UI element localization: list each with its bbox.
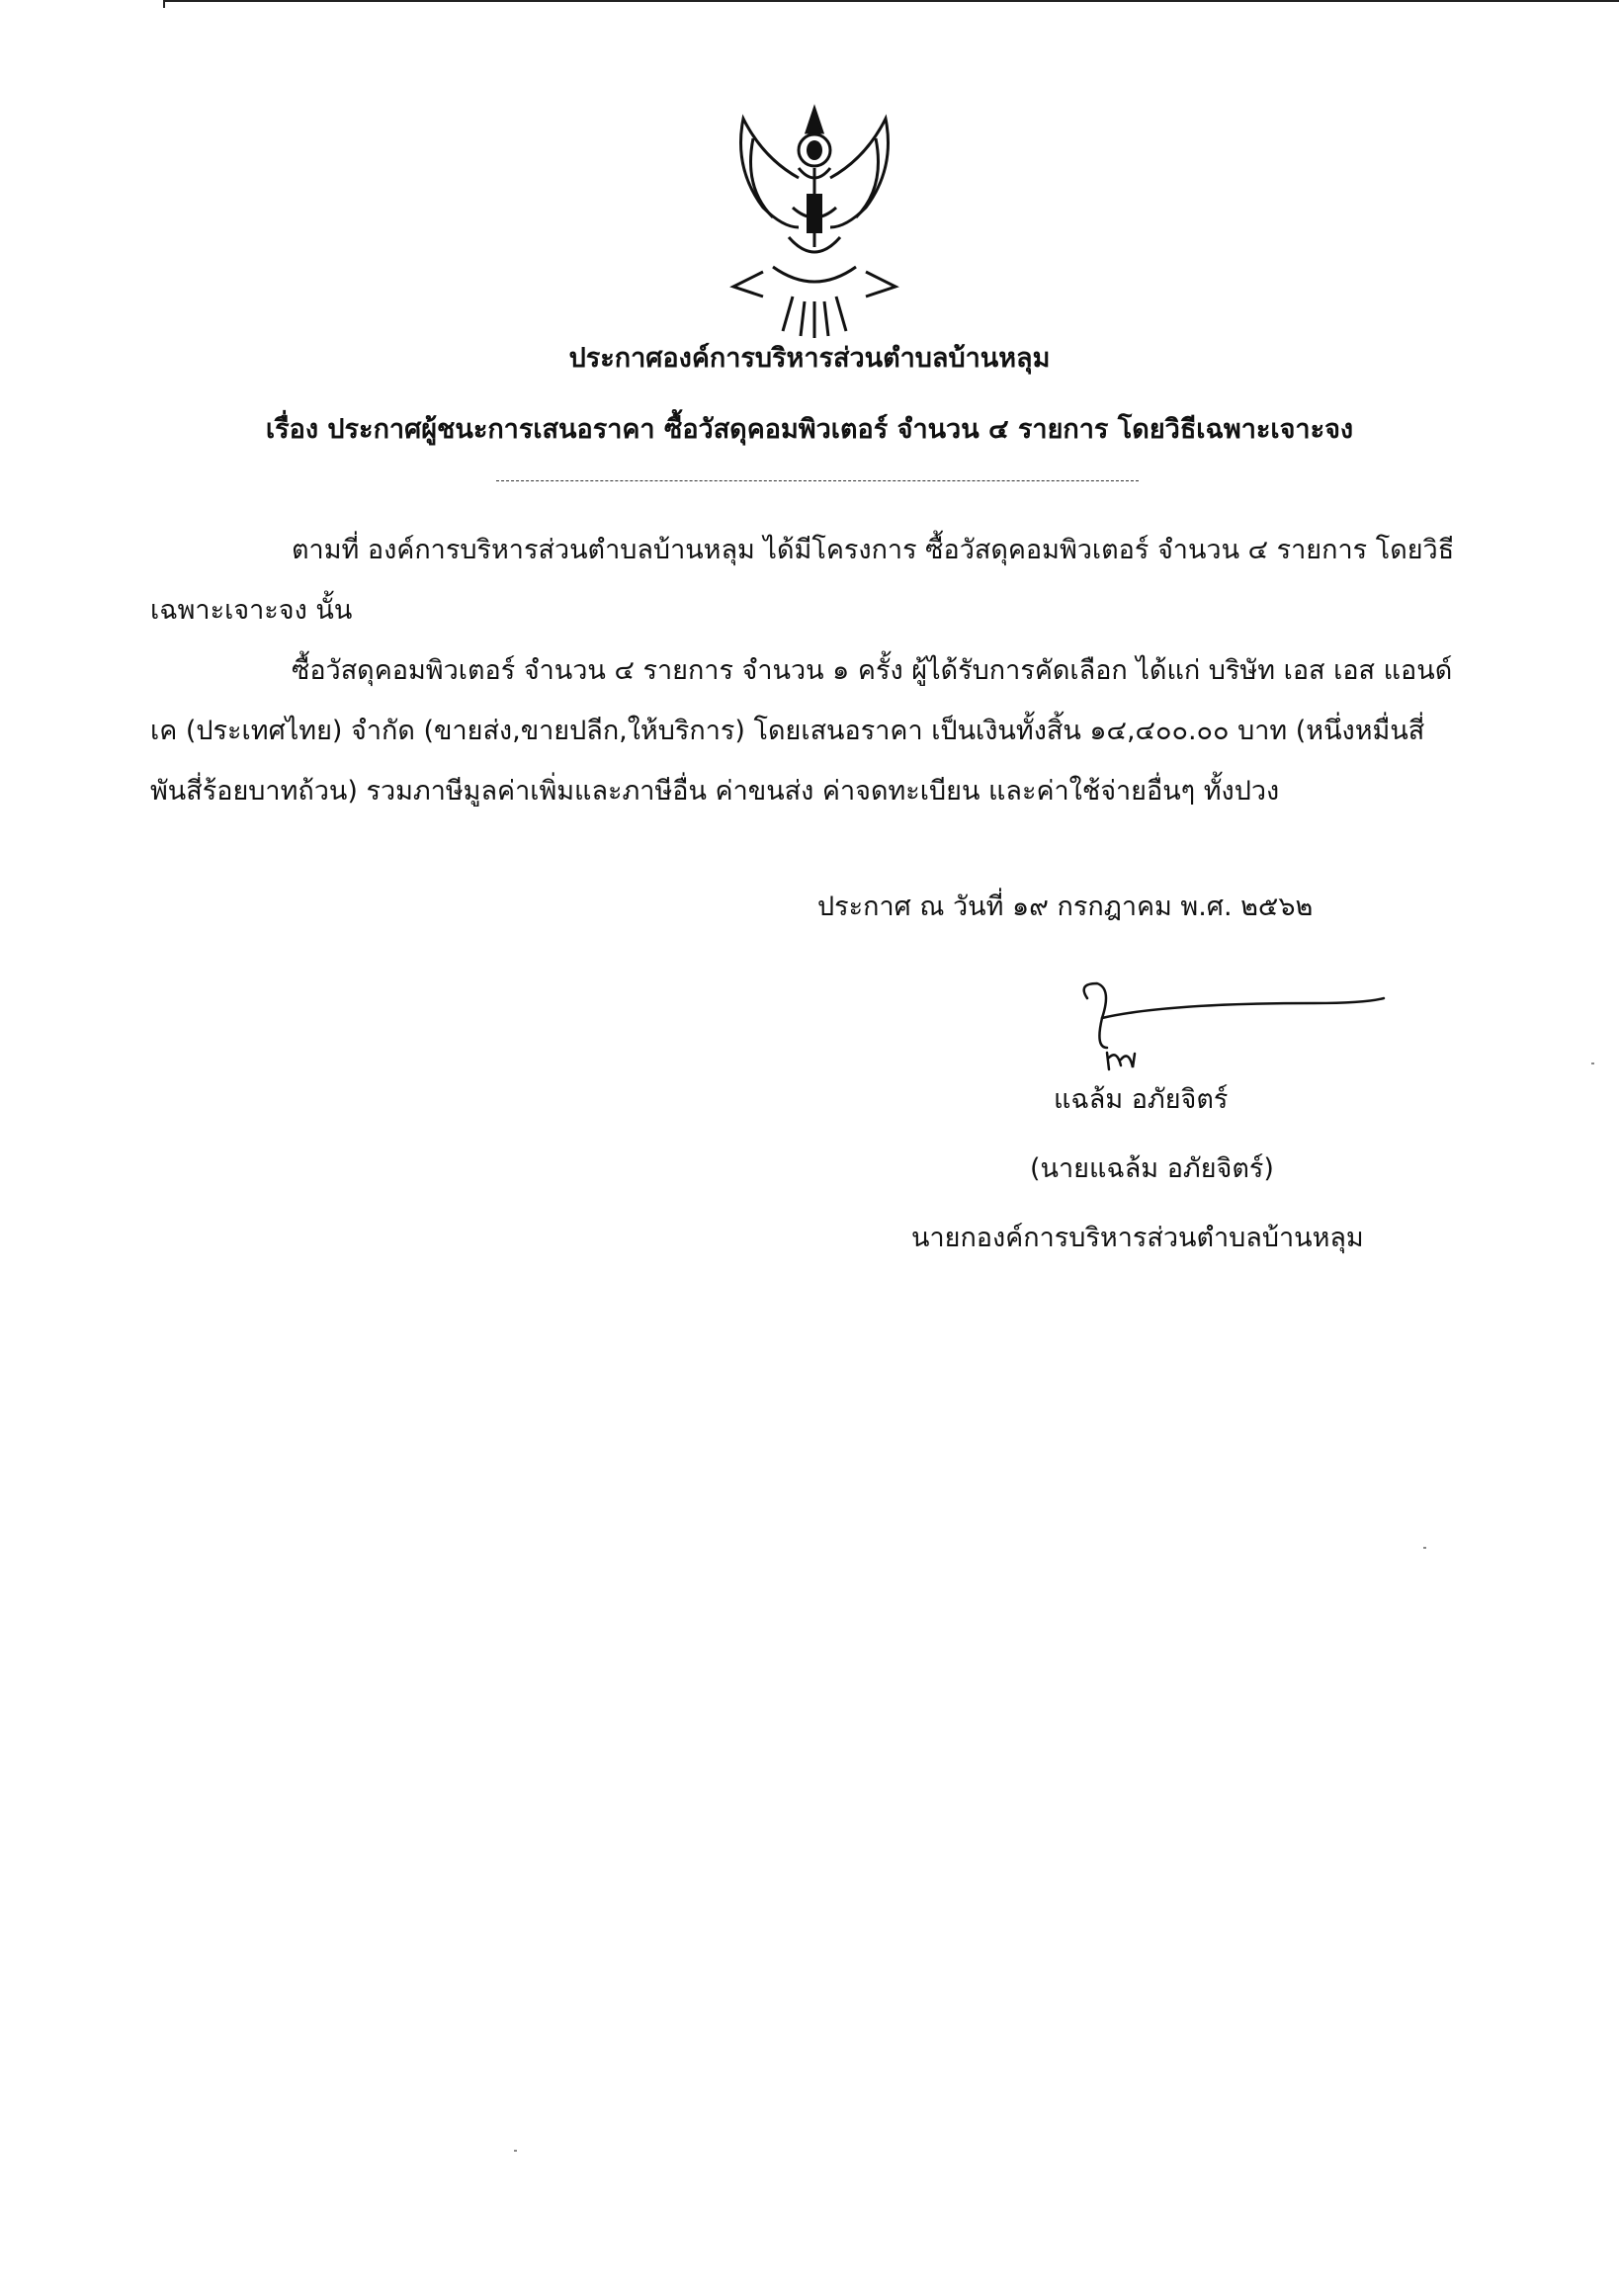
scan-speck bbox=[1423, 1547, 1426, 1549]
announcement-date: ประกาศ ณ วันที่ ๑๙ กรกฎาคม พ.ศ. ๒๕๖๒ bbox=[817, 892, 1314, 922]
body-paragraph-2-line-3: พันสี่ร้อยบาทถ้วน) รวมภาษีมูลค่าเพิ่มและภาษีอื่น ค่าขนส่ง ค่าจดทะเบียน และค่าใช้จ่ายอื่นๆ ทั้งปวง bbox=[150, 776, 1280, 807]
signatory-position: นายกองค์การบริหารส่วนตำบลบ้านหลุม bbox=[911, 1223, 1364, 1253]
handwritten-signature bbox=[1067, 978, 1394, 1077]
body-paragraph-2-line-2: เค (ประเทศไทย) จำกัด (ขายส่ง,ขายปลีก,ให้บริการ) โดยเสนอราคา เป็นเงินทั้งสิ้น ๑๔,๔๐๐.๐๐ บาท (หนึ่งหมื่นสี่ bbox=[150, 716, 1425, 746]
scan-speck bbox=[1591, 1063, 1594, 1064]
announcement-title: ประกาศองค์การบริหารส่วนตำบลบ้านหลุม bbox=[568, 343, 1051, 374]
divider bbox=[496, 480, 1139, 481]
scan-edge bbox=[163, 0, 1619, 8]
signatory-full-name: (นายแฉล้ม อภัยจิตร์) bbox=[1030, 1153, 1274, 1184]
scan-speck bbox=[514, 2150, 517, 2152]
garuda-emblem bbox=[704, 99, 925, 341]
body-paragraph-1-line-2: เฉพาะเจาะจง นั้น bbox=[150, 595, 353, 626]
announcement-subject: เรื่อง ประกาศผู้ชนะการเสนอราคา ซื้อวัสดุคอมพิวเตอร์ จำนวน ๔ รายการ โดยวิธีเฉพาะเจาะจง bbox=[265, 414, 1354, 445]
body-paragraph-2-line-1: ซื้อวัสดุคอมพิวเตอร์ จำนวน ๔ รายการ จำนวน ๑ ครั้ง ผู้ได้รับการคัดเลือก ได้แก่ บริษัท เอส เอส แอนด์ bbox=[292, 655, 1453, 686]
signatory-signed-name: แฉล้ม อภัยจิตร์ bbox=[1054, 1084, 1229, 1115]
body-paragraph-1-line-1: ตามที่ องค์การบริหารส่วนตำบลบ้านหลุม ได้มีโครงการ ซื้อวัสดุคอมพิวเตอร์ จำนวน ๔ รายการ โดยวิธี bbox=[292, 535, 1455, 565]
